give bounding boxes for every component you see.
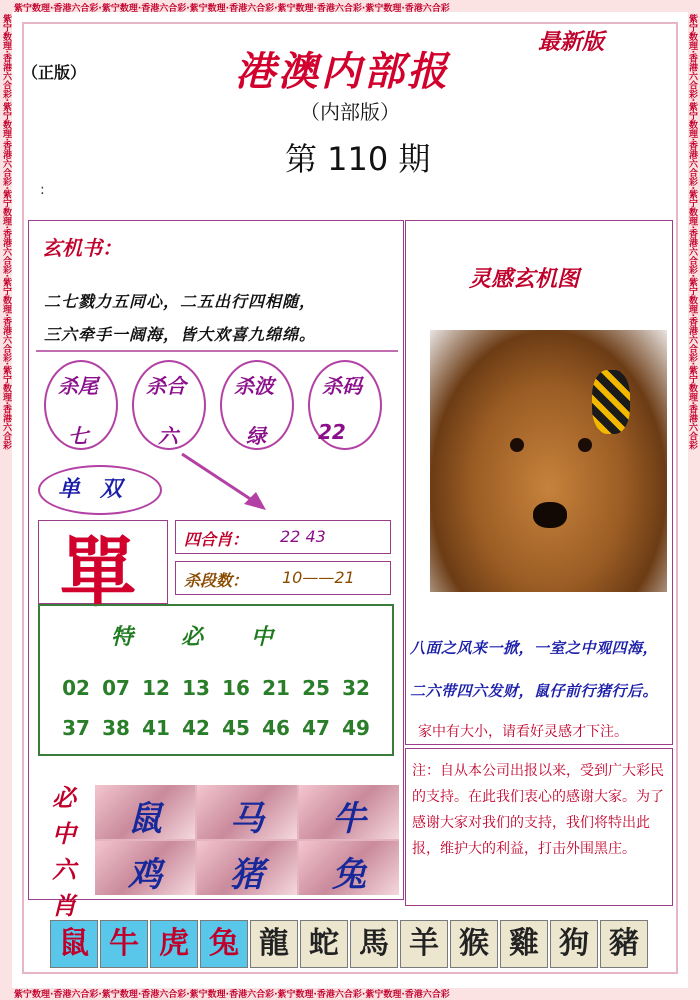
- animal-char: 兔: [332, 855, 366, 895]
- border-text-right: 紫宁数理·香港六合彩·紫宁数理·香港六合彩·紫宁数理·香港六合彩·紫宁数理·香港六合彩·紫宁数理·香港六合彩: [687, 14, 697, 450]
- animal-char: 马: [230, 799, 264, 839]
- border-text-top: 紫宁数理·香港六合彩·紫宁数理·香港六合彩·紫宁数理·香港六合彩·紫宁数理·香港六合彩·紫宁数理·香港六合彩: [14, 4, 450, 13]
- poem-line-2: 三六牵手一阔海，皆大欢喜九绵绵。: [44, 325, 317, 344]
- number: 45: [222, 716, 250, 740]
- border-text-left: 紫宁数理·香港六合彩·紫宁数理·香港六合彩·紫宁数理·香港六合彩·紫宁数理·香港六合彩·紫宁数理·香港六合彩: [1, 14, 11, 450]
- numbers-row-2: [40, 716, 392, 740]
- shama-value: 22: [318, 420, 346, 444]
- tebizhong-box: [38, 604, 394, 756]
- sihe-value: 22 43: [280, 527, 326, 546]
- zodiac-cell: 蛇: [300, 920, 348, 968]
- animal-cell: [299, 841, 399, 895]
- number: 49: [342, 716, 370, 740]
- animal-cell: [95, 841, 195, 895]
- number: 02: [62, 676, 90, 700]
- animal-cell: [299, 785, 399, 839]
- shahe-value: 六: [158, 424, 178, 448]
- shaduan-value: 10——21: [282, 568, 355, 587]
- numbers-row-1: [40, 676, 392, 700]
- poem-line-1: 二七戮力五同心，二五出行四相随，: [44, 292, 317, 311]
- dog-nose: [533, 502, 567, 528]
- shabo-value: 绿: [246, 424, 266, 448]
- sihe-label: 四合肖：: [184, 530, 249, 549]
- number: 07: [102, 676, 130, 700]
- dog-photo: [430, 330, 667, 592]
- shama-label: 杀码: [322, 374, 362, 398]
- shawei-label: 杀尾: [58, 374, 98, 398]
- zodiac-cell: 鼠: [50, 920, 98, 968]
- danshuang-oval: 单双: [38, 465, 162, 515]
- border-text-bottom: 紫宁数理·香港六合彩·紫宁数理·香港六合彩·紫宁数理·香港六合彩·紫宁数理·香港六合彩·紫宁数理·香港六合彩: [14, 990, 450, 999]
- animal-char: 牛: [332, 799, 366, 839]
- zodiac-cell: 馬: [350, 920, 398, 968]
- divider: [36, 350, 398, 352]
- animal-char: 鼠: [128, 799, 162, 839]
- note-text: 注：自从本公司出报以来，受到广大彩民的支持。在此我们衷心的感谢大家。为了感谢大家对我们的支持，我们将特出此报，维护大的利益，打击外围黑庄。: [412, 763, 664, 857]
- dog-eye: [510, 438, 524, 452]
- zodiac-cell: 虎: [150, 920, 198, 968]
- verse-line-2: 二六带四六发财，鼠仔前行猪行后。: [410, 682, 659, 700]
- issue-number: 第 110 期: [285, 140, 431, 178]
- number: 42: [182, 716, 210, 740]
- number: 38: [102, 716, 130, 740]
- remind-text: 家中有大小，请看好灵感才下注。: [418, 724, 628, 740]
- zodiac-cell: 龍: [250, 920, 298, 968]
- number: 25: [302, 676, 330, 700]
- number: 32: [342, 676, 370, 700]
- verse-line-1: 八面之风来一掀，一室之中观四海，: [410, 639, 659, 657]
- arrow-icon: [180, 452, 270, 512]
- number: 46: [262, 716, 290, 740]
- shabo-label: 杀波: [234, 374, 274, 398]
- sihe-box: [175, 520, 391, 554]
- zodiac-cell: 兔: [200, 920, 248, 968]
- zodiac-cell: 豬: [600, 920, 648, 968]
- tebizhong-title: 特必中: [110, 625, 321, 650]
- number: 41: [142, 716, 170, 740]
- number: 12: [142, 676, 170, 700]
- colon-mark: :: [40, 182, 45, 198]
- animal-cell: [197, 785, 297, 839]
- number: 16: [222, 676, 250, 700]
- bizhong-label: 必中六肖: [52, 784, 76, 920]
- xuanjishu-title: 玄机书：: [42, 236, 122, 260]
- animal-char: 猪: [230, 855, 264, 895]
- animal-grid: [95, 785, 399, 895]
- animal-char: 鸡: [128, 855, 162, 895]
- zuixin-label: 最新版: [538, 30, 605, 55]
- animal-cell: [197, 841, 297, 895]
- zodiac-cell: 雞: [500, 920, 548, 968]
- zodiac-cell: 牛: [100, 920, 148, 968]
- page-subtitle: （内部版）: [300, 100, 400, 124]
- number: 13: [182, 676, 210, 700]
- zodiac-cell: 猴: [450, 920, 498, 968]
- number: 37: [62, 716, 90, 740]
- number: 21: [262, 676, 290, 700]
- shahe-label: 杀合: [146, 374, 186, 398]
- number: 47: [302, 716, 330, 740]
- shaduan-box: [175, 561, 391, 595]
- linggan-title: 灵感玄机图: [469, 267, 580, 292]
- zodiac-cell: 狗: [550, 920, 598, 968]
- dog-eye: [578, 438, 592, 452]
- animal-cell: [95, 785, 195, 839]
- zheng-label: （正版）: [22, 63, 87, 82]
- shaduan-label: 杀段数：: [184, 571, 249, 590]
- hair-bow: [592, 370, 630, 434]
- page-title: 港澳内部报: [235, 48, 450, 95]
- big-char: 單: [60, 528, 136, 617]
- shawei-value: 七: [68, 424, 88, 448]
- zodiac-cell: 羊: [400, 920, 448, 968]
